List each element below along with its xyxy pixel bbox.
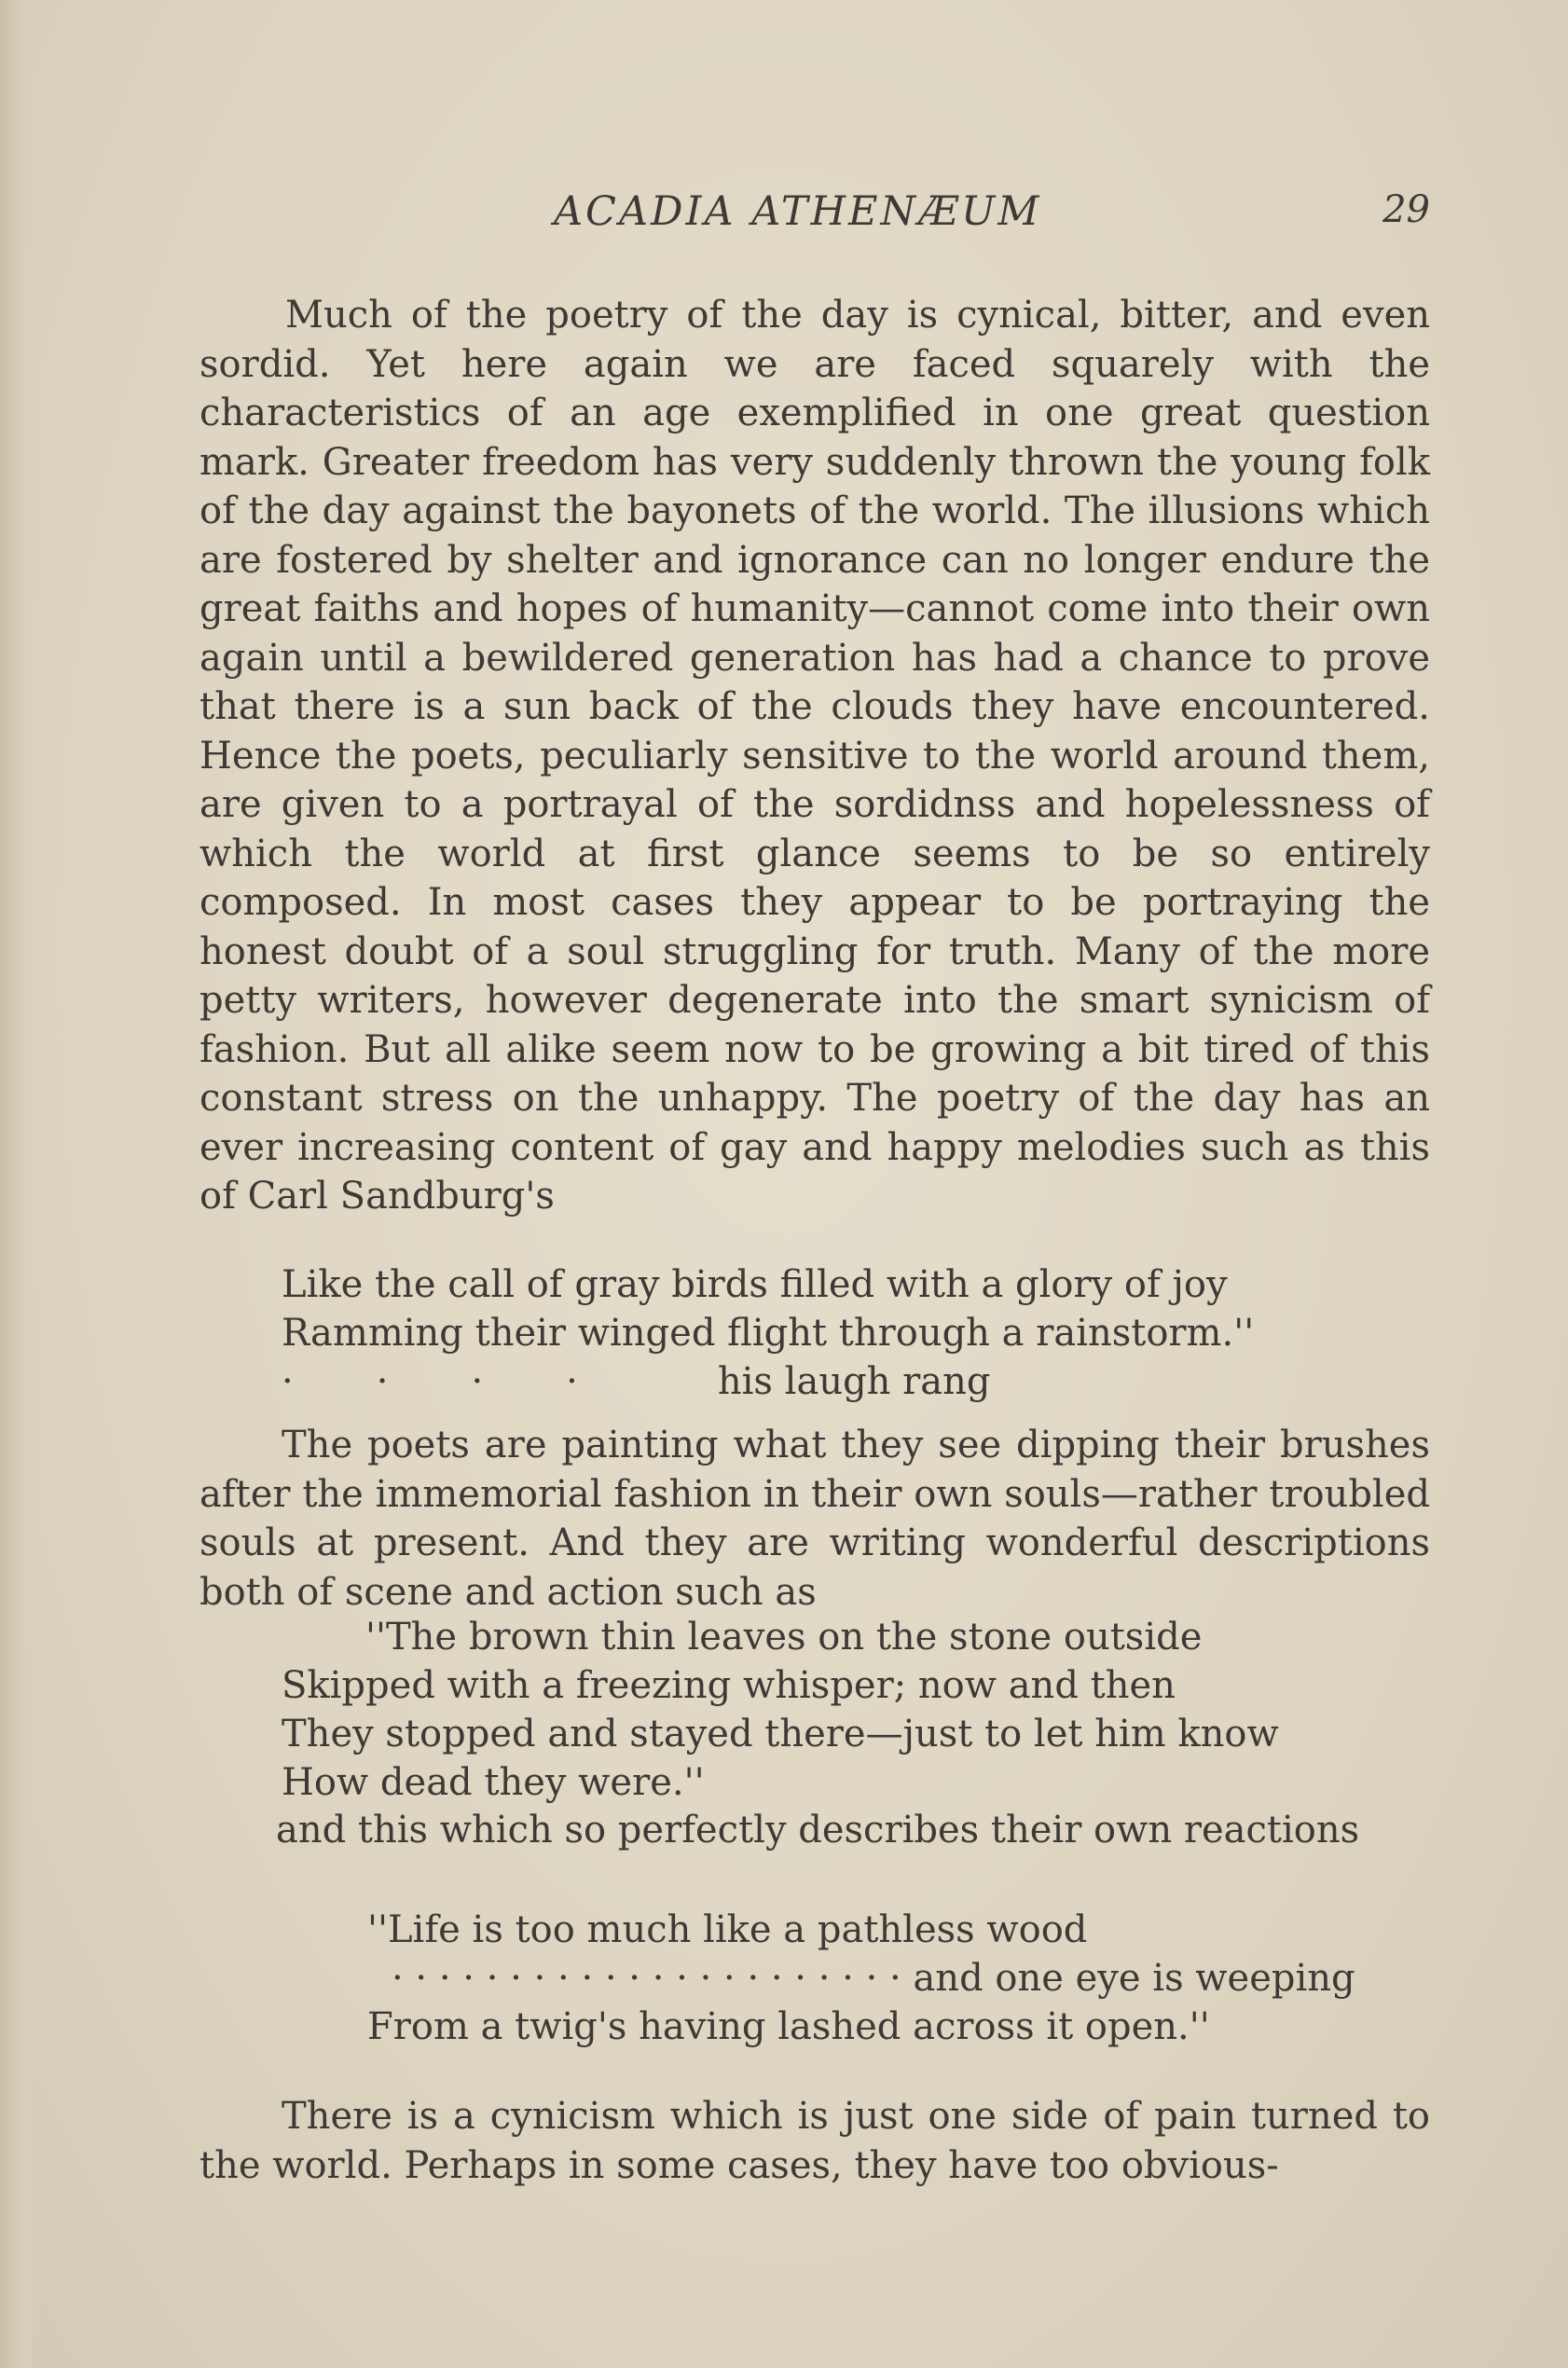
verse-quote-2 — [282, 1613, 1279, 1807]
verse-3-line-2: · · · · · · · · · · · · · · · · · · · · · · and one eye is weeping — [392, 1957, 1355, 2000]
paragraph-3 — [199, 2092, 1430, 2190]
page-number: 29 — [1382, 188, 1430, 231]
running-title: ACADIA ATHENÆUM — [554, 188, 1042, 235]
page-binding-shadow — [0, 0, 37, 2368]
verse-1-line-3-text: his laugh rang — [717, 1360, 991, 1403]
paragraph-1 — [199, 291, 1430, 1221]
verse-1-line-3 — [282, 1357, 1254, 1406]
paragraph-1-text: Much of the poetry of the day is cynical, bitter, and even sordid. Yet here again we are faced squarely with the characteristics of an age exemplified in one great question mark. Greater freedom has very suddenly thrown the young folk of the day against the bayonets of the world. The illusions which are fostered by shelter and ignorance can no longer endure the great faiths and hopes of humanity—cannot come into their own again until a bewildered generation has had a chance to prove that there is a sun back of the clouds they have encountered. Hence the poets, peculiarly sensitive to the world around them, are given to a portrayal of the sordidnss and hopelessness of which the world at first glance seems to be so entirely composed. In most cases they appear to be portraying the honest doubt of a soul struggling for truth. Many of the more petty writers, however degenerate into the smart synicism of fashion. But all alike seem now to be growing a bit tired of this constant stress on the unhappy. The poetry of the day has an ever increasing content of gay and happy melodies such as this of Carl Sandburg's — [199, 294, 1430, 1218]
verse-2-line-2: Skipped with a freezing whisper; now and then — [282, 1664, 1176, 1707]
verse-3-line-3: From a twig's having lashed across it open.'' — [367, 2005, 1210, 2048]
ellipsis-dots: · · · · — [282, 1360, 578, 1403]
verse-1-line-1: Like the call of gray birds filled with a glory of joy — [282, 1263, 1228, 1306]
verse-2-line-4: How dead they were.'' — [282, 1761, 705, 1804]
running-head — [199, 188, 1430, 244]
verse-quote-3 — [367, 1906, 1355, 2051]
paragraph-2 — [199, 1421, 1430, 1617]
verse-1-line-2: Ramming their winged flight through a rainstorm.'' — [282, 1312, 1255, 1355]
verse-3-line-1: ''Life is too much like a pathless wood — [367, 1908, 1088, 1951]
verse-2-line-1: ''The brown thin leaves on the stone outside — [365, 1616, 1203, 1659]
lead-in-line: and this which so perfectly describes their own reactions — [276, 1809, 1360, 1852]
verse-quote-1 — [282, 1260, 1254, 1406]
paragraph-3-text: There is a cynicism which is just one side of pain turned to the world. Perhaps in some cases, they have too obvious- — [199, 2095, 1430, 2187]
verse-2-line-3: They stopped and stayed there—just to let him know — [282, 1713, 1279, 1755]
paragraph-2-text: The poets are painting what they see dipping their brushes after the immemorial fashion in their own souls—rather troubled souls at present. And they are writing wonderful descriptions both of scene and action such as — [199, 1424, 1430, 1614]
